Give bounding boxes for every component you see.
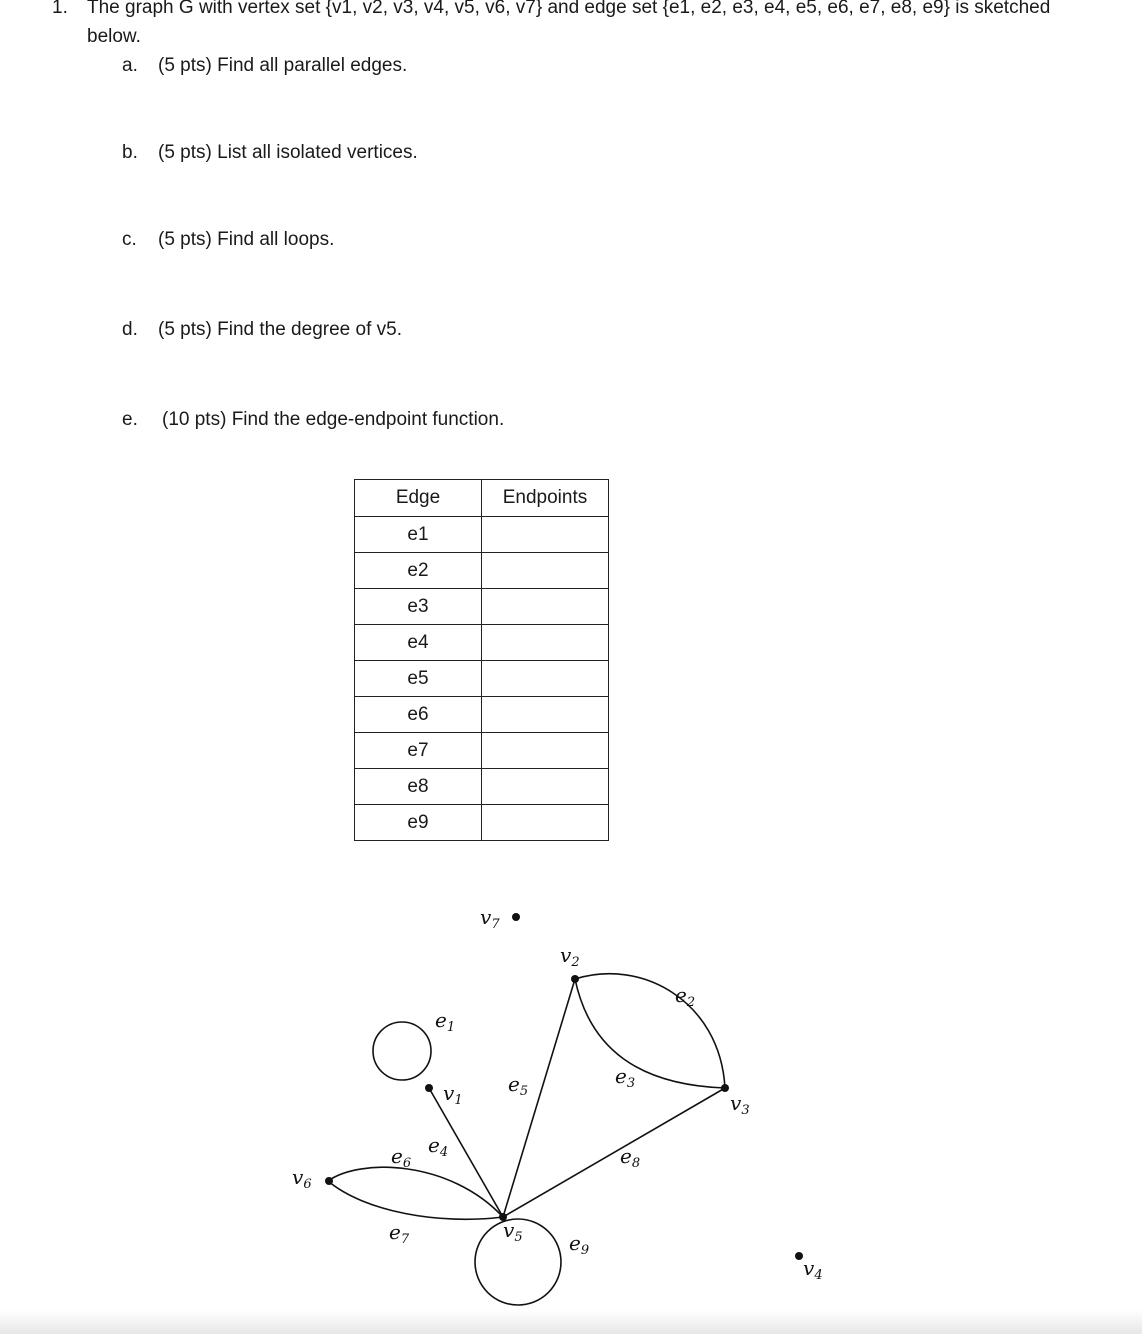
edge-e2 <box>575 974 725 1088</box>
edge-cell: e9 <box>355 805 482 841</box>
edge-e6-label <box>391 1144 411 1171</box>
label-base: e <box>615 1064 627 1088</box>
vertex-v5-label <box>503 1218 523 1245</box>
edge-e9-label <box>569 1231 589 1258</box>
label-sub: 7 <box>491 917 500 932</box>
vertex-v7-label <box>480 905 500 932</box>
part-a-label: a. <box>122 55 138 76</box>
edge-e2-label <box>675 983 695 1010</box>
vertex-v6-dot <box>325 1177 333 1185</box>
header-edge: Edge <box>355 480 482 517</box>
edge-e6 <box>328 1167 503 1217</box>
edge-e7-label <box>389 1220 410 1247</box>
edge-cell: e1 <box>355 517 482 553</box>
part-e-text: (10 pts) Find the edge-endpoint function. <box>162 409 505 430</box>
edge-e1-label <box>435 1008 455 1035</box>
vertex-v1-label <box>443 1081 463 1108</box>
label-base: e <box>508 1072 520 1096</box>
label-sub: 1 <box>446 1020 456 1035</box>
edge-e5-label <box>508 1072 528 1099</box>
label-sub: 7 <box>400 1232 410 1247</box>
label-base: e <box>569 1231 581 1255</box>
vertex-v1-dot <box>425 1084 433 1092</box>
label-sub: 4 <box>814 1268 823 1283</box>
label-sub: 9 <box>580 1243 590 1258</box>
label-sub: 2 <box>686 995 696 1010</box>
label-sub: 3 <box>741 1103 750 1118</box>
label-base: v <box>292 1165 304 1189</box>
edge-cell: e5 <box>355 661 482 697</box>
edge-e3-label <box>615 1064 635 1091</box>
part-d-label: d. <box>122 319 138 340</box>
label-base: v <box>480 905 492 929</box>
label-sub: 4 <box>439 1145 449 1160</box>
question-number: 1. <box>52 0 68 18</box>
label-base: e <box>391 1144 403 1168</box>
page-bottom-fade <box>0 1310 1142 1334</box>
vertex-v4-dot <box>795 1252 803 1260</box>
vertex-v4-label <box>803 1256 823 1283</box>
edge-cell: e3 <box>355 589 482 625</box>
header-endpoints: Endpoints <box>482 480 609 517</box>
vertex-v2-label <box>560 943 580 970</box>
label-sub: 6 <box>402 1156 412 1171</box>
edge-cell: e6 <box>355 697 482 733</box>
vertex-v7-dot <box>512 913 520 921</box>
part-e-label: e. <box>122 409 138 430</box>
part-a-text: (5 pts) Find all parallel edges. <box>158 55 408 76</box>
label-base: v <box>803 1256 815 1280</box>
edge-e7 <box>328 1181 503 1219</box>
part-c-label: c. <box>122 229 137 250</box>
label-base: v <box>503 1218 515 1242</box>
label-sub: 2 <box>571 955 580 970</box>
edge-e3 <box>575 979 725 1088</box>
label-sub: 5 <box>519 1084 529 1099</box>
label-sub: 5 <box>514 1230 523 1245</box>
label-base: v <box>560 943 572 967</box>
label-sub: 3 <box>626 1076 636 1091</box>
label-base: e <box>620 1144 632 1168</box>
edge-e4-label <box>428 1133 448 1160</box>
vertex-v6-label <box>292 1165 312 1192</box>
part-b-text: (5 pts) List all isolated vertices. <box>158 142 418 163</box>
edge-cell: e8 <box>355 769 482 805</box>
label-base: e <box>428 1133 440 1157</box>
edge-cell: e4 <box>355 625 482 661</box>
question-text-line2: below. <box>87 26 141 47</box>
edge-e8-label <box>620 1144 640 1171</box>
label-sub: 1 <box>454 1093 463 1108</box>
label-base: v <box>730 1091 742 1115</box>
label-base: e <box>435 1008 447 1032</box>
edge-cell: e7 <box>355 733 482 769</box>
label-sub: 8 <box>631 1156 641 1171</box>
part-d-text: (5 pts) Find the degree of v5. <box>158 319 402 340</box>
vertex-v3-dot <box>721 1084 729 1092</box>
vertex-v2-dot <box>571 975 579 983</box>
label-sub: 6 <box>303 1177 312 1192</box>
vertex-v3-label <box>730 1091 750 1118</box>
question-text-line1: The graph G with vertex set {v1, v2, v3, v4, v5, v6, v7} and edge set {e1, e2, e3, e4, e5, e6, e7, e8, e9} is sketched <box>87 0 1051 18</box>
edge-cell: e2 <box>355 553 482 589</box>
label-base: e <box>389 1220 401 1244</box>
label-base: e <box>675 983 687 1007</box>
part-c-text: (5 pts) Find all loops. <box>158 229 335 250</box>
part-b-label: b. <box>122 142 138 163</box>
label-base: v <box>443 1081 455 1105</box>
edge-e1-loop <box>373 1022 431 1080</box>
